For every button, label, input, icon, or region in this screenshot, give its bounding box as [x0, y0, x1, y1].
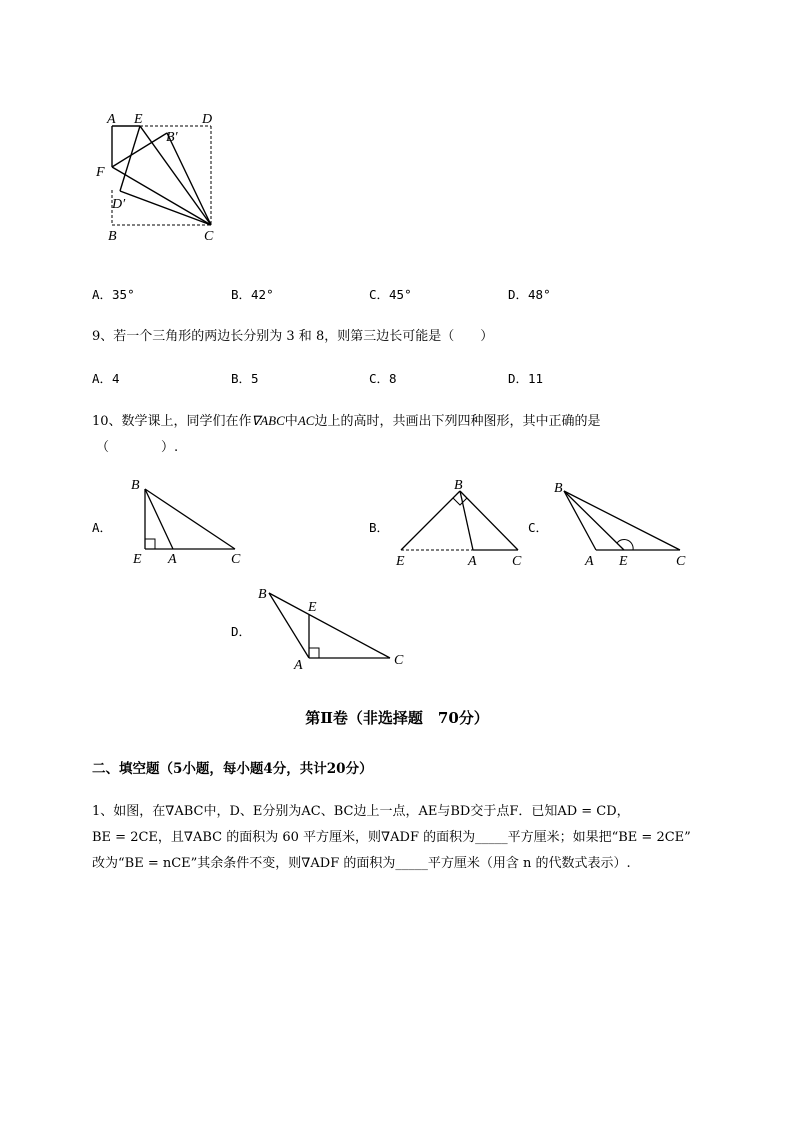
q10-option-b-label: B． — [369, 520, 390, 535]
q10-figure-d — [252, 580, 412, 675]
q8-label-F: F — [96, 165, 105, 180]
figB-label-E: E — [396, 554, 405, 569]
fill1-line3: 改为“BE = nCE”其余条件不变，则∇ADF 的面积为_____平方厘米（用含 n 的代数式表示）. — [92, 856, 631, 871]
q10-stem-suffix: 边上的高时，共画出下列四种图形，其中正确的是 — [314, 414, 601, 429]
figB-line-EB — [401, 491, 460, 550]
q10-stem-ac: AC — [297, 413, 315, 428]
figA-label-C: C — [231, 552, 241, 567]
figC-label-A: A — [585, 554, 594, 569]
q8-label-A: A — [107, 112, 116, 127]
q8-figure-svg — [90, 105, 230, 250]
figD-label-A: A — [294, 658, 303, 673]
q10-figure-b-svg — [390, 475, 540, 570]
q10-figure-b — [390, 475, 540, 570]
q9-option-a: A．4 — [92, 371, 120, 386]
figB-label-A: A — [468, 554, 477, 569]
q10-stem-prefix: 10、数学课上，同学们在作 — [92, 414, 252, 429]
figB-label-C: C — [512, 554, 522, 569]
q8-label-B: B — [108, 229, 117, 244]
q8-option-d: D．48° — [508, 287, 551, 302]
q8-line-FBp — [112, 133, 167, 167]
q10-figure-a — [125, 475, 255, 570]
figD-line-BC — [269, 593, 390, 658]
q8-label-E: E — [134, 112, 143, 127]
q8-label-Dp: D′ — [112, 197, 126, 212]
q10-stem-mid: 中 — [284, 414, 298, 429]
q10-figure-d-svg — [252, 580, 412, 675]
q10-option-a-label: A． — [92, 520, 113, 535]
q9-option-d: D．11 — [508, 371, 544, 386]
figC-label-C: C — [676, 554, 686, 569]
figC-label-B: B — [554, 481, 563, 496]
q8-option-a: A．35° — [92, 287, 135, 302]
q8-option-c: C．45° — [369, 287, 412, 302]
q10-stem-line2: （ ）. — [96, 440, 179, 455]
figB-line-BC — [460, 491, 518, 550]
q10-figure-a-svg — [125, 475, 255, 570]
q8-figure — [90, 105, 230, 250]
figA-label-E: E — [133, 552, 142, 567]
q9-option-c: C．8 — [369, 371, 397, 386]
figA-right-angle — [145, 539, 155, 549]
figD-right-angle — [309, 648, 319, 658]
figC-line-BC — [564, 491, 680, 550]
q10-option-d-label: D． — [231, 624, 252, 639]
figD-line-BA — [269, 593, 309, 658]
figA-label-A: A — [168, 552, 177, 567]
figD-label-C: C — [394, 653, 404, 668]
q10-stem-tri: ∇ABC — [251, 413, 285, 428]
figB-line-BA — [460, 491, 473, 550]
q8-label-C: C — [204, 229, 214, 244]
fill1-line1: 1、如图，在∇ABC中，D、E分别为AC、BC边上一点，AE与BD交于点F．已知AD = CD， — [92, 804, 630, 819]
q10-figure-c-svg — [548, 475, 698, 570]
q9-stem: 9、若一个三角形的两边长分别为 3 和 8，则第三边长可能是（ ） — [92, 329, 494, 344]
q8-option-b: B．42° — [231, 287, 274, 302]
q8-label-Bp: B′ — [166, 130, 178, 145]
fill1-line2: BE = 2CE，且∇ABC 的面积为 60 平方厘米，则∇ADF 的面积为_____平方厘米；如果把“BE = 2CE” — [92, 830, 691, 845]
figA-label-B: B — [131, 478, 140, 493]
part2-title: 第Ⅱ卷（非选择题 70分） — [305, 709, 489, 727]
figD-label-B: B — [258, 587, 267, 602]
q10-stem — [92, 410, 600, 429]
q9-option-b: B．5 — [231, 371, 259, 386]
figC-label-E: E — [619, 554, 628, 569]
q8-label-D: D — [202, 112, 213, 127]
q8-line-FC — [112, 167, 211, 225]
section2-title: 二、填空题（5小题，每小题4分，共计20分） — [92, 761, 373, 777]
figB-right-angle — [453, 498, 467, 505]
figD-label-E: E — [308, 600, 317, 615]
figC-line-BE — [564, 491, 624, 550]
figB-label-B: B — [454, 478, 463, 493]
q10-figure-c — [548, 475, 698, 570]
q10-option-c-label: C． — [528, 520, 549, 535]
